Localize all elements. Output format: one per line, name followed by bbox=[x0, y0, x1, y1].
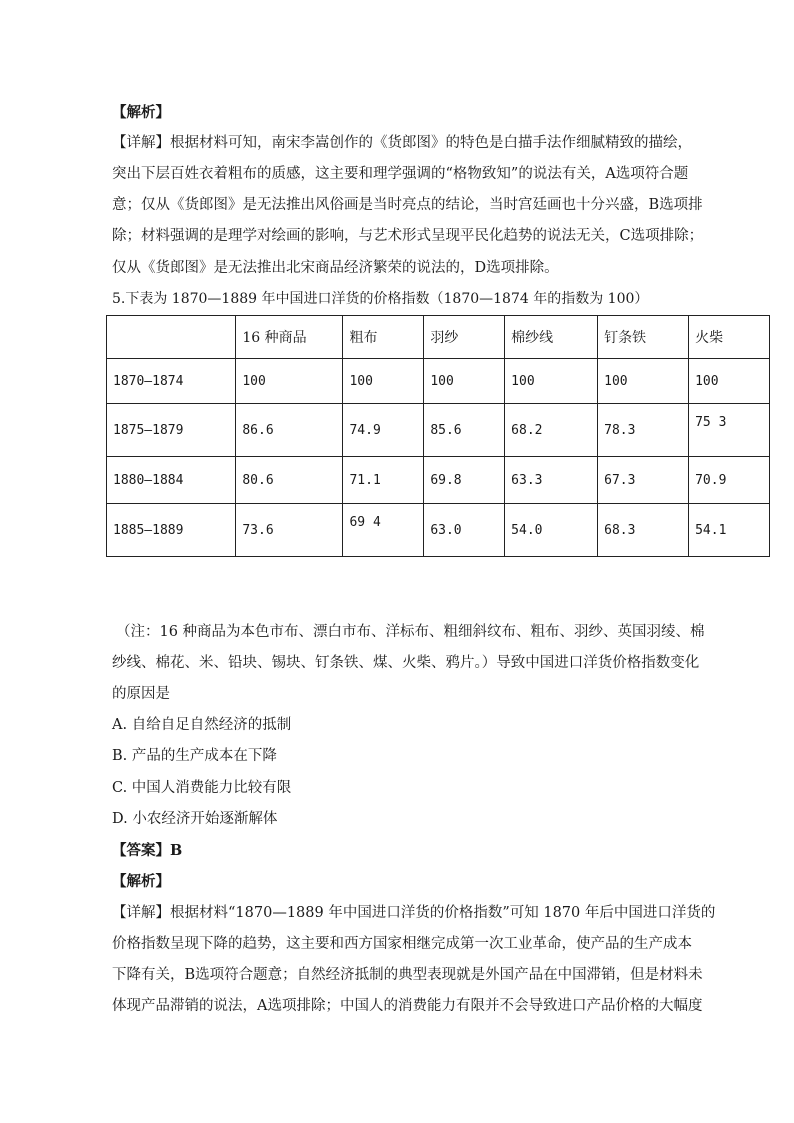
table-cell: 54.1 bbox=[689, 504, 770, 557]
table-cell bbox=[343, 504, 424, 557]
table-header-cell: 羽纱 bbox=[424, 316, 505, 359]
table-cell: 78.3 bbox=[598, 404, 689, 457]
option-c: C. 中国人消费能力比较有限 bbox=[112, 780, 292, 796]
analysis-line: 体现产品滞销的说法，A选项排除；中国人的消费能力有限并不会导致进口产品价格的大幅度 bbox=[112, 998, 703, 1014]
table-cell: 70.9 bbox=[689, 457, 770, 504]
table-cell: 86.6 bbox=[236, 404, 343, 457]
note-line: 纱线、棉花、米、铅块、锡块、钉条铁、煤、火柴、鸦片。）导致中国进口洋货价格指数变化 bbox=[112, 655, 700, 671]
table-cell: 100 bbox=[689, 359, 770, 404]
answer-line: 【答案】B bbox=[112, 842, 183, 859]
table-cell: 100 bbox=[424, 359, 505, 404]
table-cell: 68.2 bbox=[505, 404, 598, 457]
analysis-line: 意；仅从《货郎图》是无法推出风俗画是当时亮点的结论，当时宫廷画也十分兴盛，B选项排 bbox=[112, 197, 703, 213]
table-cell: 63.0 bbox=[424, 504, 505, 557]
note-line: 的原因是 bbox=[112, 686, 170, 702]
cell-value: 75 3 bbox=[695, 414, 727, 430]
option-d: D. 小农经济开始逐渐解体 bbox=[112, 811, 278, 827]
table-row bbox=[107, 404, 770, 457]
question-stem: 5.下表为 1870—1889 年中国进口洋货的价格指数（1870—1874 年的指数为 100） bbox=[112, 291, 649, 307]
table-cell: 1885—1889 bbox=[107, 504, 236, 557]
table-cell: 63.3 bbox=[505, 457, 598, 504]
option-a: A. 自给自足自然经济的抵制 bbox=[112, 717, 292, 733]
table-header-cell: 钉条铁 bbox=[598, 316, 689, 359]
table-row bbox=[107, 359, 770, 404]
table-cell: 1870—1874 bbox=[107, 359, 236, 404]
table-cell: 69.8 bbox=[424, 457, 505, 504]
table-cell: 80.6 bbox=[236, 457, 343, 504]
table-header-cell: 16 种商品 bbox=[236, 316, 343, 359]
table-cell: 100 bbox=[505, 359, 598, 404]
table-header-cell: 火柴 bbox=[689, 316, 770, 359]
table-cell: 1875—1879 bbox=[107, 404, 236, 457]
table-cell: 54.0 bbox=[505, 504, 598, 557]
analysis-line: 除；材料强调的是理学对绘画的影响，与艺术形式呈现平民化趋势的说法无关，C选项排除； bbox=[112, 228, 704, 244]
table-cell: 71.1 bbox=[343, 457, 424, 504]
cell-value: 69 4 bbox=[349, 514, 381, 530]
table-header-cell: 棉纱线 bbox=[505, 316, 598, 359]
analysis-line: 价格指数呈现下降的趋势，这主要和西方国家相继完成第一次工业革命，使产品的生产成本 bbox=[112, 936, 692, 952]
table-cell: 85.6 bbox=[424, 404, 505, 457]
analysis-heading: 【解析】 bbox=[112, 104, 170, 121]
analysis-heading: 【解析】 bbox=[112, 873, 170, 890]
analysis-line: 下降有关，B选项符合题意；自然经济抵制的典型表现就是外国产品在中国滞销，但是材料未 bbox=[112, 967, 703, 983]
table-row bbox=[107, 457, 770, 504]
table-cell: 100 bbox=[343, 359, 424, 404]
table-header-cell bbox=[107, 316, 236, 359]
price-index-table bbox=[106, 315, 770, 557]
analysis-line: 突出下层百姓衣着粗布的质感，这主要和理学强调的“格物致知”的说法有关，A选项符合题 bbox=[112, 166, 689, 182]
analysis-line: 【详解】根据材料“1870—1889 年中国进口洋货的价格指数”可知 1870 年后中国进口洋货的 bbox=[112, 905, 716, 921]
table-cell: 100 bbox=[598, 359, 689, 404]
analysis-line: 仅从《货郎图》是无法推出北宋商品经济繁荣的说法的，D选项排除。 bbox=[112, 260, 559, 276]
table-cell: 100 bbox=[236, 359, 343, 404]
table-cell: 1880—1884 bbox=[107, 457, 236, 504]
note-line: （注：16 种商品为本色市布、漂白市布、洋标布、粗细斜纹布、粗布、羽纱、英国羽绫、棉 bbox=[116, 624, 705, 640]
table-cell bbox=[689, 404, 770, 457]
table-cell: 74.9 bbox=[343, 404, 424, 457]
table-row bbox=[107, 504, 770, 557]
table-cell: 68.3 bbox=[598, 504, 689, 557]
table-header-cell: 粗布 bbox=[343, 316, 424, 359]
table-cell: 67.3 bbox=[598, 457, 689, 504]
table-header-row bbox=[107, 316, 770, 359]
table-cell: 73.6 bbox=[236, 504, 343, 557]
option-b: B. 产品的生产成本在下降 bbox=[112, 748, 277, 764]
analysis-line: 【详解】根据材料可知，南宋李嵩创作的《货郎图》的特色是白描手法作细腻精致的描绘， bbox=[112, 135, 692, 151]
